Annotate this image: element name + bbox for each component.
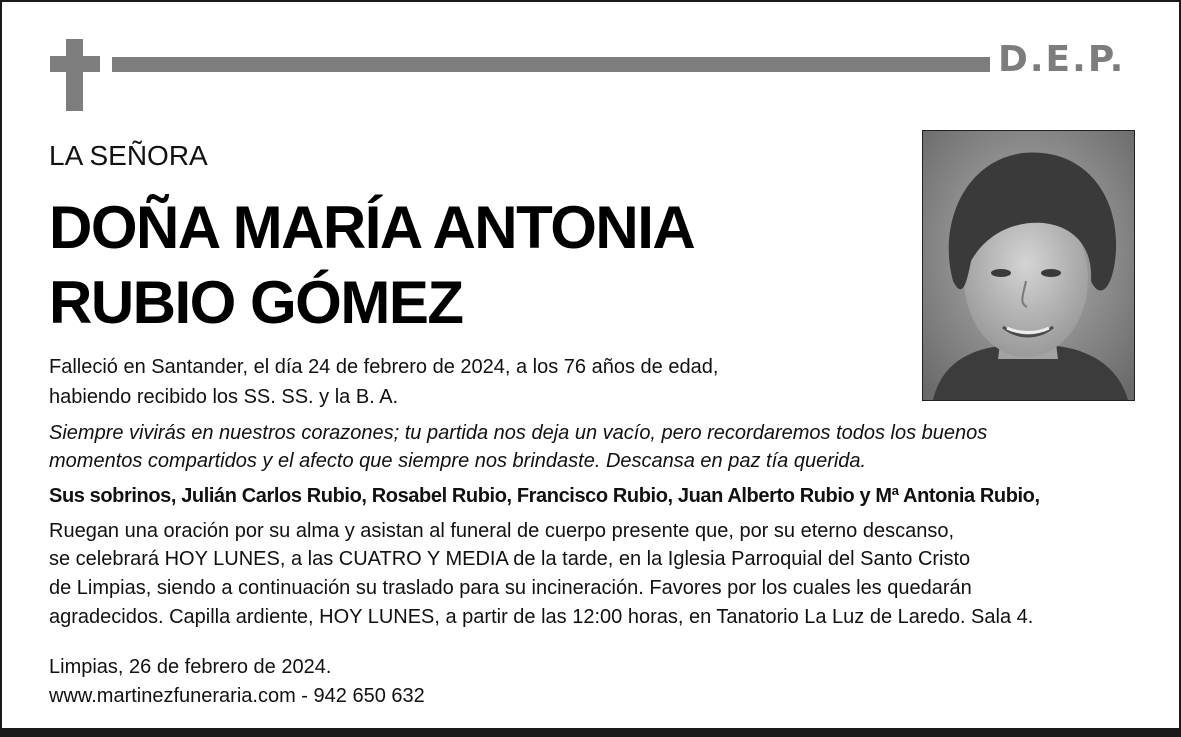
cross-icon	[50, 39, 100, 111]
portrait-photo	[922, 130, 1135, 401]
epitaph-line2: momentos compartidos y el afecto que siempre nos brindaste. Descansa en paz tía querida.	[49, 450, 867, 472]
funeral-info-line1: Ruegan una oración por su alma y asistan al funeral de cuerpo presente que, por su eterno descanso,	[49, 520, 955, 542]
dep-badge: D.E.P.	[998, 39, 1126, 80]
contact-info: www.martinezfuneraria.com - 942 650 632	[49, 685, 425, 707]
death-info-line1: Falleció en Santander, el día 24 de febrero de 2024, a los 76 años de edad,	[49, 356, 719, 378]
deceased-name	[49, 190, 869, 340]
funeral-info-line2: se celebrará HOY LUNES, a las CUATRO Y MEDIA de la tarde, en la Iglesia Parroquial del Santo Cristo	[49, 548, 971, 570]
epitaph-line1: Siempre vivirás en nuestros corazones; tu partida nos deja un vacío, pero recordaremos todos los buenos	[49, 422, 988, 444]
deceased-name-line2: RUBIO GÓMEZ	[49, 269, 463, 336]
funeral-info-line4: agradecidos. Capilla ardiente, HOY LUNES, a partir de las 12:00 horas, en Tanatorio La Luz de Laredo. Sala 4.	[49, 606, 1034, 628]
funeral-info-line3: de Limpias, siendo a continuación su traslado para su incineración. Favores por los cuales les quedarán	[49, 577, 972, 599]
title-prefix: LA SEÑORA	[49, 140, 208, 171]
deceased-name-line1: DOÑA MARÍA ANTONIA	[49, 194, 695, 261]
death-info-line2: habiendo recibido los SS. SS. y la B. A.	[49, 386, 399, 408]
family-mourners: Sus sobrinos, Julián Carlos Rubio, Rosabel Rubio, Francisco Rubio, Juan Alberto Rubio y Mª Antonia Rubio,	[49, 485, 1040, 507]
header-rule	[112, 57, 990, 72]
place-date: Limpias, 26 de febrero de 2024.	[49, 656, 332, 678]
